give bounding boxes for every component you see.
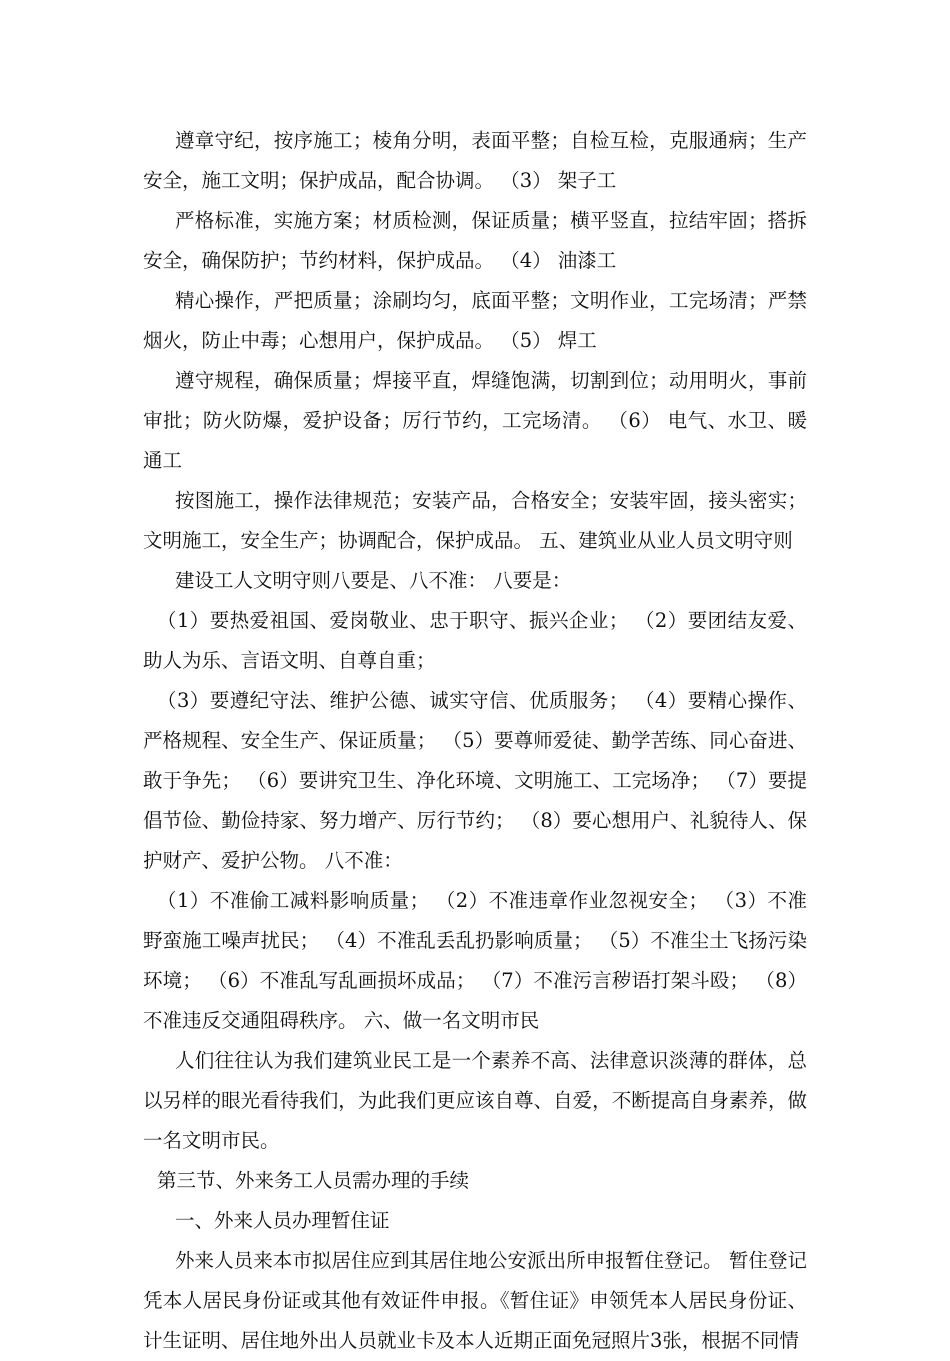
paragraph-eight-musts-2: （3）要遵纪守法、维护公德、诚实守信、优质服务； （4）要精心操作、严格规程、安全生产、保证质量； （5）要尊师爱徒、勤学苦练、同心奋进、敢于争先； （6）要讲究卫生、净化环境、文明施工、工完场净； （7）要提倡节俭、勤俭持家、努力增产、厉行节约； （8）要心想用户、礼貌待人、保护财产、爱护公物。 八不准： [143, 689, 807, 872]
paragraph-eight-musts-1: （1）要热爱祖国、爱岗敬业、忠于职守、振兴企业； （2）要团结友爱、助人为乐、言语文明、自尊自重； [143, 609, 807, 672]
paragraph-code-intro: 建设工人文明守则八要是、八不准： 八要是： [175, 569, 572, 592]
subsection-heading-residence-permit: 一、外来人员办理暂住证 [175, 1209, 390, 1232]
paragraph-eight-prohibitions: （1）不准偷工减料影响质量； （2）不准违章作业忽视安全； （3）不准野蛮施工噪声扰民； （4）不准乱丢乱扔影响质量； （5）不准尘土飞扬污染环境； （6）不准乱写乱画损坏成品； （7）不准污言秽语打架斗殴； （8）不准违反交通阻碍秩序。 六、做一名文明市民 [143, 889, 807, 1032]
paragraph-bricklayer-rules: 遵章守纪，按序施工；棱角分明，表面平整；自检互检，克服通病；生产安全，施工文明；保护成品，配合协调。 （3） 架子工 [143, 129, 807, 192]
paragraph-electrician-rules: 按图施工，操作法律规范；安装产品，合格安全；安装牢固，接头密实；文明施工，安全生产；协调配合，保护成品。 五、建筑业从业人员文明守则 [143, 489, 807, 552]
paragraph-painter-rules: 精心操作，严把质量；涂刷均匀，底面平整；文明作业，工完场清；严禁烟火，防止中毒；心想用户，保护成品。 （5） 焊工 [143, 289, 807, 352]
paragraph-welder-rules: 遵守规程，确保质量；焊接平直，焊缝饱满，切割到位；动用明火，事前审批；防火防爆，爱护设备；厉行节约，工完场清。 （6） 电气、水卫、暖通工 [143, 369, 807, 472]
paragraph-civilized-citizen: 人们往往认为我们建筑业民工是一个素养不高、法律意识淡薄的群体，总以另样的眼光看待我们，为此我们更应该自尊、自爱，不断提高自身素养，做一名文明市民。 [143, 1049, 807, 1152]
document-body [143, 121, 807, 1361]
section-heading-procedures: 第三节、外来务工人员需办理的手续 [157, 1169, 470, 1192]
paragraph-residence-permit: 外来人员来本市拟居住应到其居住地公安派出所申报暂住登记。 暂住登记凭本人居民身份证或其他有效证件申报。《暂住证》申领凭本人居民身份证、计生证明、居住地外出人员就业卡及本人近期正面免冠照片3张，根据不同情 [143, 1249, 807, 1352]
paragraph-scaffolder-rules: 严格标准，实施方案；材质检测，保证质量；横平竖直，拉结牢固；搭拆安全，确保防护；节约材料，保护成品。 （4） 油漆工 [143, 209, 807, 272]
